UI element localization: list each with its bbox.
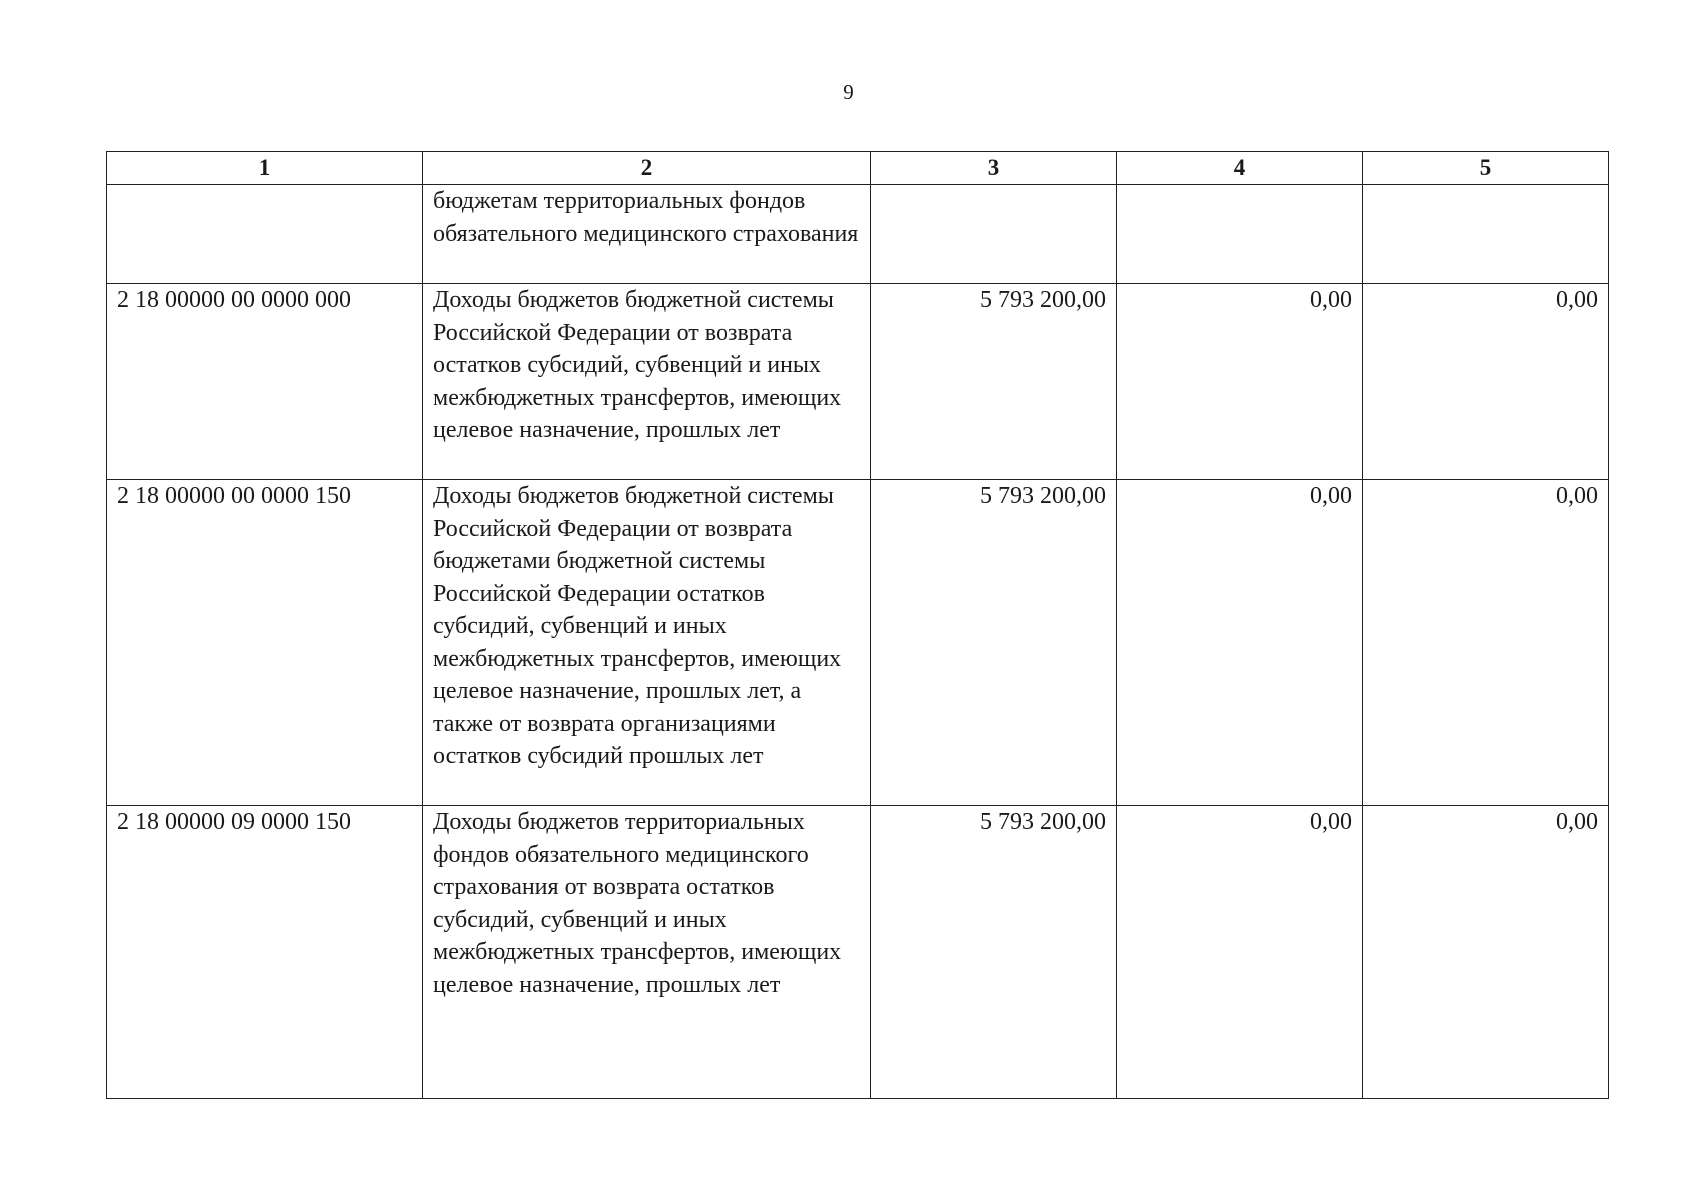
row-value-col3: 5 793 200,00 — [871, 284, 1117, 480]
row-value-col4 — [1117, 185, 1363, 284]
row-description: Доходы бюджетов бюджетной системы Российской Федерации от возврата остатков субсидий, субвенций и иных межбюджетных трансфертов, имеющих целевое назначение, прошлых лет — [423, 284, 871, 480]
column-header-2: 2 — [423, 152, 871, 185]
column-header-4: 4 — [1117, 152, 1363, 185]
row-code: 2 18 00000 09 0000 150 — [107, 806, 423, 1099]
row-value-col5: 0,00 — [1363, 806, 1609, 1099]
table-row — [107, 185, 1609, 284]
row-code: 2 18 00000 00 0000 000 — [107, 284, 423, 480]
row-value-col5: 0,00 — [1363, 284, 1609, 480]
row-value-col4: 0,00 — [1117, 806, 1363, 1099]
column-header-3: 3 — [871, 152, 1117, 185]
table-row — [107, 806, 1609, 1099]
row-code: 2 18 00000 00 0000 150 — [107, 480, 423, 806]
row-value-col5 — [1363, 185, 1609, 284]
row-value-col4: 0,00 — [1117, 284, 1363, 480]
row-value-col4: 0,00 — [1117, 480, 1363, 806]
table-row — [107, 284, 1609, 480]
column-header-1: 1 — [107, 152, 423, 185]
table-header-row — [107, 152, 1609, 185]
table-row — [107, 480, 1609, 806]
row-description: Доходы бюджетов территориальных фондов обязательного медицинского страхования от возврата остатков субсидий, субвенций и иных межбюджетных трансфертов, имеющих целевое назначение, прошлых лет — [423, 806, 871, 1099]
row-code — [107, 185, 423, 284]
row-value-col3 — [871, 185, 1117, 284]
page-number: 9 — [843, 80, 854, 104]
column-header-5: 5 — [1363, 152, 1609, 185]
budget-revenue-table — [106, 151, 1609, 1099]
row-value-col5: 0,00 — [1363, 480, 1609, 806]
row-description: бюджетам территориальных фондов обязательного медицинского страхования — [423, 185, 871, 284]
row-description: Доходы бюджетов бюджетной системы Российской Федерации от возврата бюджетами бюджетной системы Российской Федерации остатков субсидий, субвенций и иных межбюджетных трансфертов, имеющих целевое назначение, прошлых лет, а также от возврата организациями остатков субсидий прошлых лет — [423, 480, 871, 806]
row-value-col3: 5 793 200,00 — [871, 480, 1117, 806]
row-value-col3: 5 793 200,00 — [871, 806, 1117, 1099]
